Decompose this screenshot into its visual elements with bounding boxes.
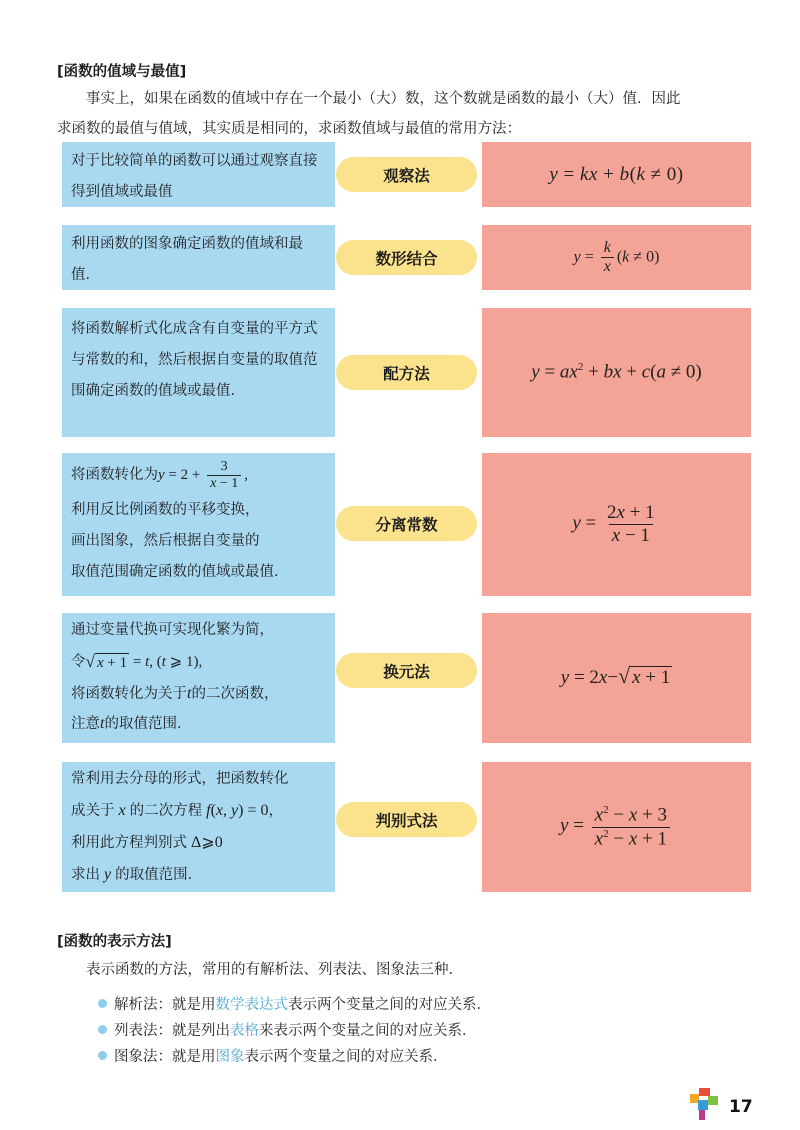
formula-radical: y = 2 x − √ x + 1: [560, 664, 671, 689]
method-row-separate-constant: [62, 453, 751, 596]
bullet-icon: [98, 1025, 107, 1034]
formula-quadratic: $y = ax^2$ + bx + c(a ≠ 0): [531, 361, 702, 383]
desc-line: 常利用去分母的形式，把函数转化: [71, 771, 289, 787]
method-formula: [482, 762, 751, 892]
highlight-term: 数学表达式: [215, 997, 288, 1013]
method-formula: [482, 453, 751, 596]
desc-line: 将函数转化为: [71, 467, 158, 483]
formula-quadratic-rational: y = $\frac{x^2 - x + 3}{x^2 - x + 1}$: [560, 804, 673, 849]
desc-line: 利用反比例函数的平移变换，: [71, 502, 260, 518]
desc-line: 令: [71, 654, 86, 670]
representation-intro: 表示函数的方法，常用的有解析法、列表法、图象法三种．: [86, 962, 463, 978]
formula-rational: y = $\frac{2x + 1}{x - 1}$: [572, 502, 655, 546]
method-label: 配方法: [336, 355, 477, 390]
method-description: 通过变量代换可实现化繁为简， 令 √ x + 1 = t, (t ⩾ 1), 将函数转化为关于t的二次函数， 注意t的取值范围．: [62, 613, 335, 743]
highlight-term: 表格: [230, 1023, 259, 1039]
desc-line: 取值范围确定函数的值域或最值．: [71, 564, 289, 580]
formula-linear: y = kx + b(k ≠ 0): [549, 163, 684, 185]
method-description: 对于比较简单的函数可以通过观察直接得到值域或最值: [62, 142, 335, 207]
method-formula: [482, 308, 751, 437]
method-row-observation: [62, 142, 751, 207]
method-label: 观察法: [336, 157, 477, 192]
list-item-graph: 图象法：就是用 图象 表示两个变量之间的对应关系．: [98, 1045, 448, 1066]
desc-line: 的二次方程: [129, 803, 203, 819]
method-description: 将函数转化为 y = 2 + $\frac{3}{x - 1}$ , 利用反比例函数的平移变换， 画出图象，然后根据自变量的 取值范围确定函数的值域或最值．: [62, 453, 335, 596]
method-row-completing-square: [62, 308, 751, 437]
method-row-discriminant: [62, 762, 751, 892]
page-number: 17: [729, 1097, 753, 1117]
desc-line: 的取值范围．: [115, 867, 203, 883]
highlight-term: 图象: [215, 1049, 245, 1065]
desc-line: 的二次函数，: [191, 686, 279, 702]
intro-line-1: 事实上，如果在函数的值域中存在一个最小（大）数，这个数就是函数的最小（大）值．因此: [86, 91, 681, 107]
section-title-range: [函数的值域与最值]: [57, 64, 187, 80]
method-row-graphing: [62, 225, 751, 290]
desc-line: 注意: [71, 716, 100, 732]
method-label: 数形结合: [336, 240, 477, 275]
desc-line: 的取值范围．: [104, 716, 192, 732]
method-formula: [482, 142, 751, 207]
method-label: 分离常数: [336, 506, 477, 541]
desc-line: 将函数转化为关于: [71, 686, 187, 702]
desc-line: 利用此方程判别式: [71, 835, 187, 851]
bullet-icon: [98, 999, 107, 1008]
method-description: 将函数解析式化成含有自变量的平方式与常数的和，然后根据自变量的取值范围确定函数的值域或最值．: [62, 308, 335, 437]
intro-line-2: 求函数的最值与值域，其实质是相同的，求函数值域与最值的常用方法：: [57, 121, 521, 137]
section-title-representation: [函数的表示方法]: [57, 934, 172, 950]
desc-line: 通过变量代换可实现化繁为简，: [71, 622, 274, 638]
bullet-icon: [98, 1051, 107, 1060]
method-description: 利用函数的图象确定函数的值域和最值．: [62, 225, 335, 290]
list-item-analytic: 解析法：就是用 数学表达式 表示两个变量之间的对应关系．: [98, 993, 491, 1014]
method-formula: [482, 225, 751, 290]
method-label: 判别式法: [336, 802, 477, 837]
method-label: 换元法: [336, 653, 477, 688]
method-description: 常利用去分母的形式，把函数转化 成关于 x 的二次方程 f(x, y) = 0， 利用此方程判别式 Δ⩾0 求出 y 的取值范围．: [62, 762, 335, 892]
intro-paragraph: [57, 84, 757, 144]
method-row-substitution: [62, 613, 751, 743]
list-item-table: 列表法：就是列出 表格 来表示两个变量之间的对应关系．: [98, 1019, 477, 1040]
desc-line: 画出图象，然后根据自变量的: [71, 533, 260, 549]
method-formula: [482, 613, 751, 743]
desc-line: 求出: [71, 867, 100, 883]
desc-line: 成关于: [71, 803, 115, 819]
publisher-logo-icon: [690, 1088, 718, 1122]
formula-inverse: y = $\frac{k}{x}$ (k ≠ 0): [573, 238, 660, 275]
